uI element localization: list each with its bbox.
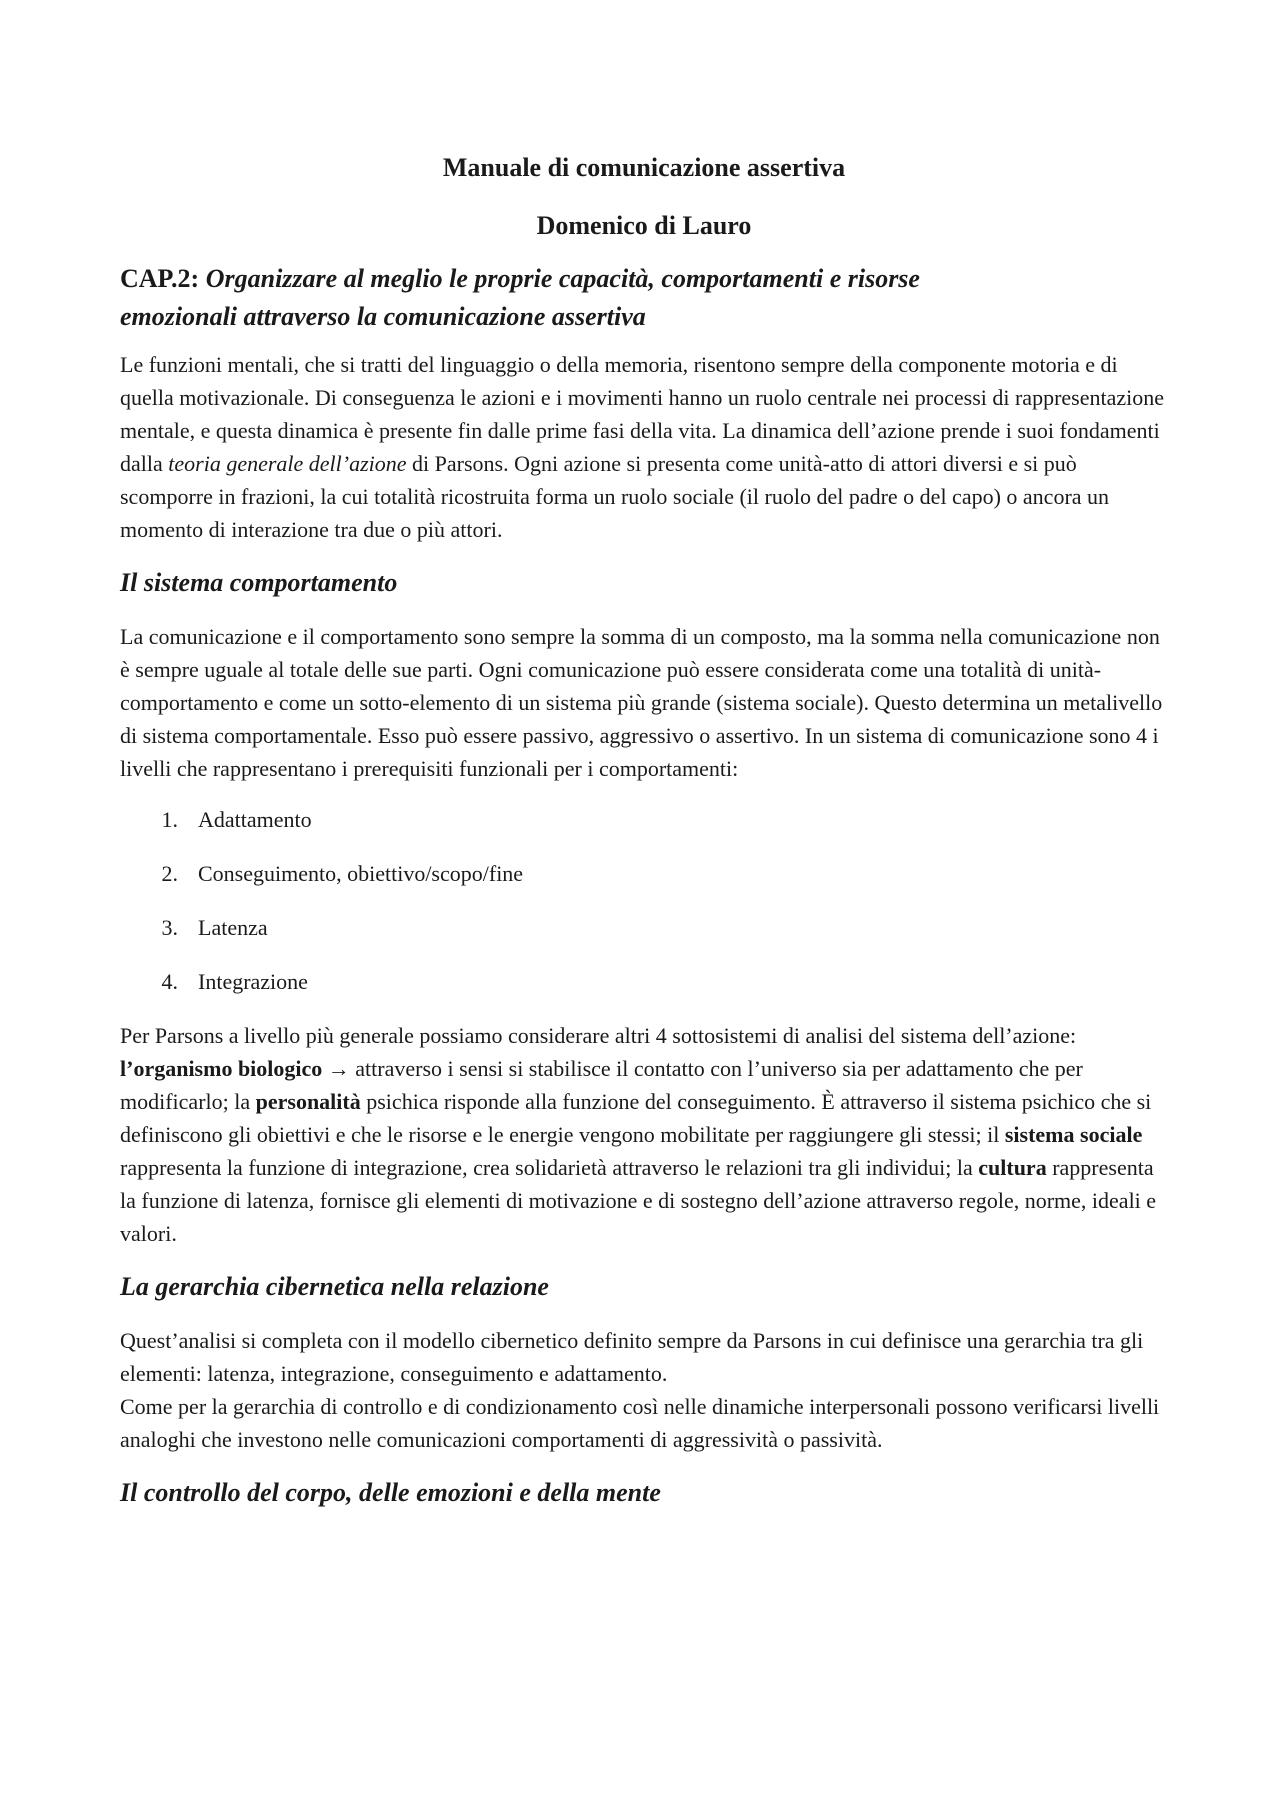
document-page	[120, 148, 1168, 1530]
parsons-text: psichica risponde alla funzione del conseguimento. È attraverso il sistema psichico che si definiscono gli obiettivi e che le risorse e le energie vengono mobilitate per raggiungere gli stessi; il	[120, 1089, 1152, 1147]
section1-paragraph: La comunicazione e il comportamento sono sempre la somma di un composto, ma la somma nella comunicazione non è sempre uguale al totale delle sue parti. Ogni comunicazione può essere considerata come una totalità di unità-comportamento e come un sotto-elemento di un sistema più grande (sistema sociale). Questo determina un metalivello di sistema comportamentale. Esso può essere passivo, aggressivo o assertivo. In un sistema di comunicazione sono 4 i livelli che rappresentano i prerequisiti funzionali per i comportamenti:	[120, 624, 1163, 781]
list-item-label: Adattamento	[198, 807, 312, 832]
list-item	[120, 857, 1168, 890]
list-item-number: 2.	[161, 861, 178, 886]
chapter-label: CAP.2:	[120, 264, 206, 293]
list-item-label: Integrazione	[198, 969, 308, 994]
list-item-number: 3.	[161, 915, 178, 940]
intro-text-before: Le funzioni mentali, che si tratti del linguaggio o della memoria, risentono sempre della componente motoria e di quella motivazionale. Di conseguenza le azioni e i movimenti hanno un ruolo centrale nei processi di rappresentazione mentale, e questa dinamica è presente fin dalle prime fasi della vita. La dinamica dell’azione prende i suoi fondamenti dalla	[120, 352, 1165, 476]
document-author: Domenico di Lauro	[536, 211, 752, 240]
parsons-text: → attraverso i sensi si stabilisce il contatto con l’universo sia per adattamento che per modificarlo; la	[120, 1056, 1083, 1114]
list-item	[120, 911, 1168, 944]
list-item-label: Latenza	[198, 915, 268, 940]
parsons-bold-term: cultura	[978, 1155, 1047, 1180]
document-title: Manuale di comunicazione assertiva	[442, 153, 846, 182]
parsons-text: rappresenta la funzione di latenza, fornisce gli elementi di motivazione e di sostegno dell’azione attraverso regole, norme, ideali e valori.	[120, 1155, 1157, 1246]
parsons-text: Per Parsons a livello più generale possiamo considerare altri 4 sottosistemi di analisi del sistema dell’azione:	[120, 1023, 1077, 1048]
section-heading-controllo-corpo: Il controllo del corpo, delle emozioni e della mente	[120, 1478, 661, 1507]
intro-paragraph	[120, 348, 1168, 546]
section2-line1: Quest’analisi si completa con il modello cibernetico definito sempre da Parsons in cui definisce una gerarchia tra gli elementi: latenza, integrazione, conseguimento e adattamento.	[120, 1328, 1144, 1386]
chapter-title-line1: Organizzare al meglio le proprie capacità, comportamenti e risorse	[205, 264, 920, 293]
functional-levels-list	[120, 803, 1168, 998]
list-item	[120, 965, 1168, 998]
intro-italic-term: teoria generale dell’azione	[168, 451, 407, 476]
parsons-bold-term: personalità	[255, 1089, 361, 1114]
section2-paragraph	[120, 1324, 1168, 1456]
parsons-paragraph	[120, 1019, 1168, 1250]
parsons-bold-term: l’organismo biologico	[120, 1056, 323, 1081]
list-item-label: Conseguimento, obiettivo/scopo/fine	[198, 861, 524, 886]
chapter-title-line2: emozionali attraverso la comunicazione assertiva	[120, 302, 646, 331]
list-item	[120, 803, 1168, 836]
parsons-bold-term: sistema sociale	[1004, 1122, 1143, 1147]
section-heading-gerarchia-cibernetica: La gerarchia cibernetica nella relazione	[120, 1272, 549, 1301]
section2-line2: Come per la gerarchia di controllo e di condizionamento così nelle dinamiche interpersonali possono verificarsi livelli analoghi che investono nelle comunicazioni comportamenti di aggressività o passività.	[120, 1394, 1160, 1452]
list-item-number: 1.	[161, 807, 178, 832]
intro-text-after: di Parsons. Ogni azione si presenta come unità-atto di attori diversi e si può scomporre in frazioni, la cui totalità ricostruita forma un ruolo sociale (il ruolo del padre o del capo) o ancora un momento di interazione tra due o più attori.	[120, 451, 1110, 542]
chapter-heading	[120, 260, 1168, 336]
parsons-text: rappresenta la funzione di integrazione, crea solidarietà attraverso le relazioni tra gli individui; la	[120, 1155, 979, 1180]
list-item-number: 4.	[161, 969, 178, 994]
section-heading-sistema-comportamento: Il sistema comportamento	[120, 568, 398, 597]
